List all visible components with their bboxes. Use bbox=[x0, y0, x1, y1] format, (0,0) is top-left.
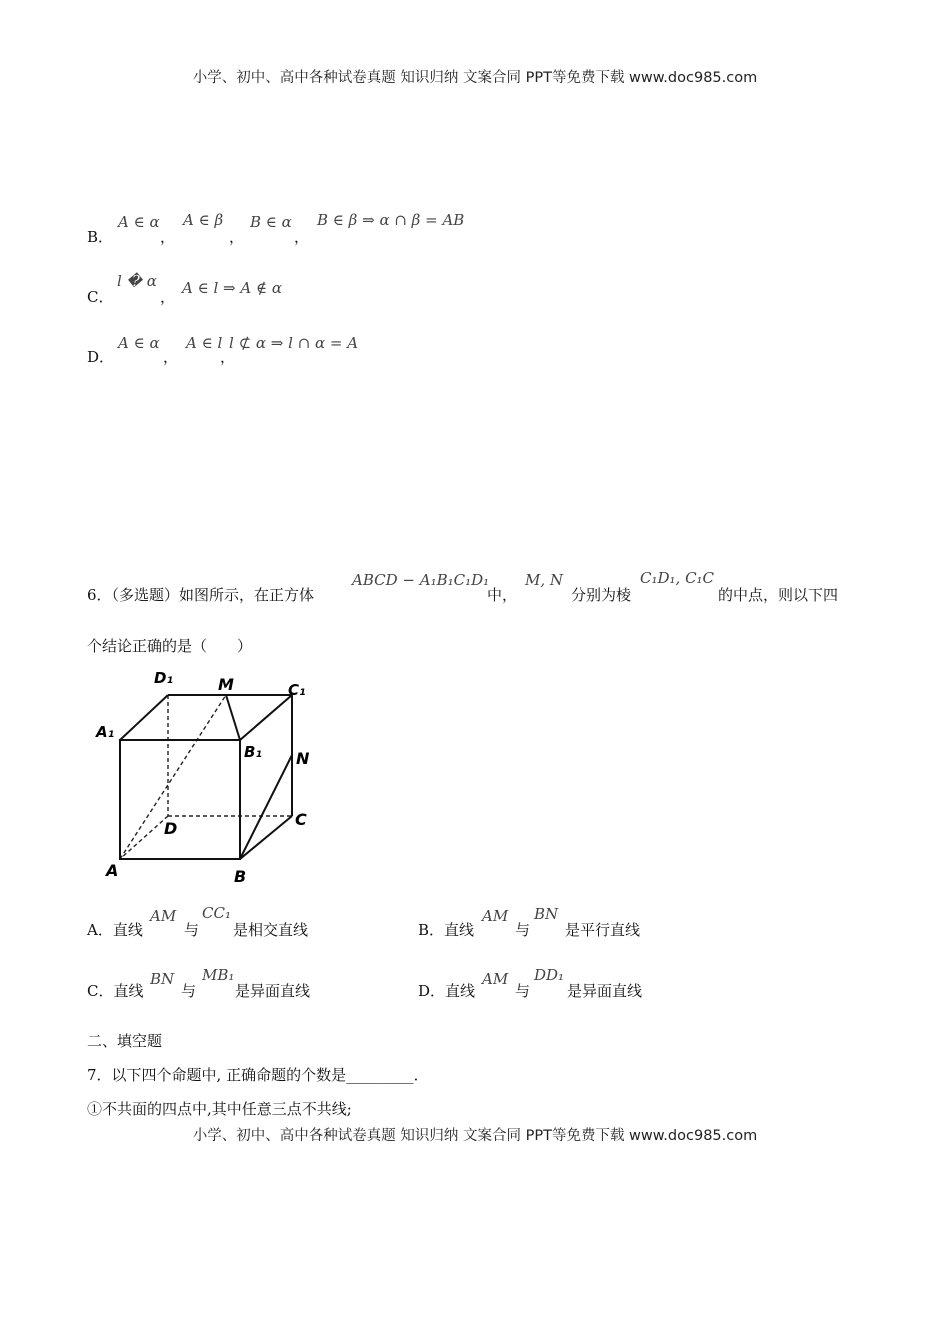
math-expr: C₁D₁, C₁C bbox=[640, 569, 715, 587]
label-N: N bbox=[296, 749, 310, 768]
front-face bbox=[120, 740, 240, 859]
q6-text-part3: 分别为棱 bbox=[571, 586, 632, 604]
math-expr: A ∈ α bbox=[118, 334, 160, 352]
math-expr: BN bbox=[150, 970, 175, 988]
option-suffix: 是异面直线 bbox=[235, 982, 311, 1000]
separator: ， bbox=[160, 288, 176, 306]
math-expr: AM bbox=[482, 907, 509, 925]
option-mid: 与 bbox=[181, 982, 197, 1000]
edge-BC bbox=[240, 816, 292, 859]
option-mid: 与 bbox=[515, 921, 531, 939]
option-label: C． bbox=[87, 288, 114, 306]
cube-figure bbox=[90, 665, 330, 890]
q6-text-part1: 6．（多选题）如图所示，在正方体 bbox=[87, 586, 315, 604]
label-A1: A₁ bbox=[96, 723, 115, 741]
separator: ， bbox=[229, 228, 245, 246]
page-footer: 小学、初中、高中各种试卷真题 知识归纳 文案合同 PPT等免费下载 www.doc985.com bbox=[192, 1128, 758, 1144]
math-expr: AM bbox=[482, 970, 509, 988]
math-expr: MB₁ bbox=[202, 966, 235, 984]
separator: ， bbox=[220, 348, 236, 366]
math-expr: BN bbox=[534, 905, 559, 923]
q6-text-line2: 个结论正确的是（ ） bbox=[87, 637, 253, 655]
q7-stem: 7．以下四个命题中, 正确命题的个数是_________． bbox=[87, 1066, 429, 1084]
option-suffix: 是异面直线 bbox=[567, 982, 643, 1000]
option-label: D． bbox=[87, 348, 115, 366]
math-expr: ABCD − A₁B₁C₁D₁ bbox=[352, 571, 490, 589]
edge-C1B1 bbox=[240, 695, 292, 740]
label-C: C bbox=[295, 810, 307, 829]
visible-edges bbox=[120, 695, 292, 859]
math-expr: l � α bbox=[117, 272, 157, 290]
label-C1: C₁ bbox=[288, 681, 306, 699]
line-MB1 bbox=[226, 695, 240, 740]
option-mid: 与 bbox=[515, 982, 531, 1000]
math-expr: A ∈ l bbox=[186, 334, 223, 352]
option-suffix: 是平行直线 bbox=[565, 921, 641, 939]
edge-D1A1 bbox=[120, 695, 168, 740]
hidden-edges bbox=[120, 695, 292, 859]
line-BN bbox=[240, 755, 292, 859]
q6-text-part4: 的中点，则以下四 bbox=[718, 586, 839, 604]
q6-text-part2: 中， bbox=[487, 586, 518, 604]
option-suffix: 是相交直线 bbox=[233, 921, 309, 939]
math-expr: A ∈ l ⇒ A ∉ α bbox=[182, 279, 282, 297]
option-prefix: B．直线 bbox=[418, 921, 475, 939]
option-prefix: C．直线 bbox=[87, 982, 144, 1000]
math-expr: CC₁ bbox=[202, 904, 231, 922]
separator: ， bbox=[294, 228, 310, 246]
math-expr: AM bbox=[150, 907, 177, 925]
page-header: 小学、初中、高中各种试卷真题 知识归纳 文案合同 PPT等免费下载 www.doc985.com bbox=[192, 70, 758, 86]
label-B: B bbox=[234, 867, 247, 886]
section-title: 二、填空题 bbox=[87, 1032, 163, 1050]
math-expr: B ∈ β ⇒ α ∩ β = AB bbox=[317, 211, 465, 229]
label-D: D bbox=[164, 819, 178, 838]
option-prefix: A．直线 bbox=[87, 921, 143, 939]
math-expr: DD₁ bbox=[534, 966, 565, 984]
math-expr: l ⊄ α ⇒ l ∩ α = A bbox=[229, 334, 359, 352]
q7-item-1: ①不共面的四点中,其中任意三点不共线; bbox=[87, 1100, 352, 1118]
option-prefix: D．直线 bbox=[418, 982, 476, 1000]
math-expr: A ∈ β bbox=[183, 211, 224, 229]
label-B1: B₁ bbox=[244, 743, 263, 761]
separator: ， bbox=[163, 348, 179, 366]
math-expr: M, N bbox=[525, 571, 564, 589]
label-D1: D₁ bbox=[154, 669, 174, 687]
option-mid: 与 bbox=[184, 921, 200, 939]
label-A: A bbox=[106, 861, 119, 880]
math-expr: B ∈ α bbox=[250, 213, 292, 231]
option-label: B． bbox=[87, 228, 114, 246]
label-M: M bbox=[218, 675, 234, 694]
math-expr: A ∈ α bbox=[118, 213, 160, 231]
separator: ， bbox=[160, 228, 176, 246]
